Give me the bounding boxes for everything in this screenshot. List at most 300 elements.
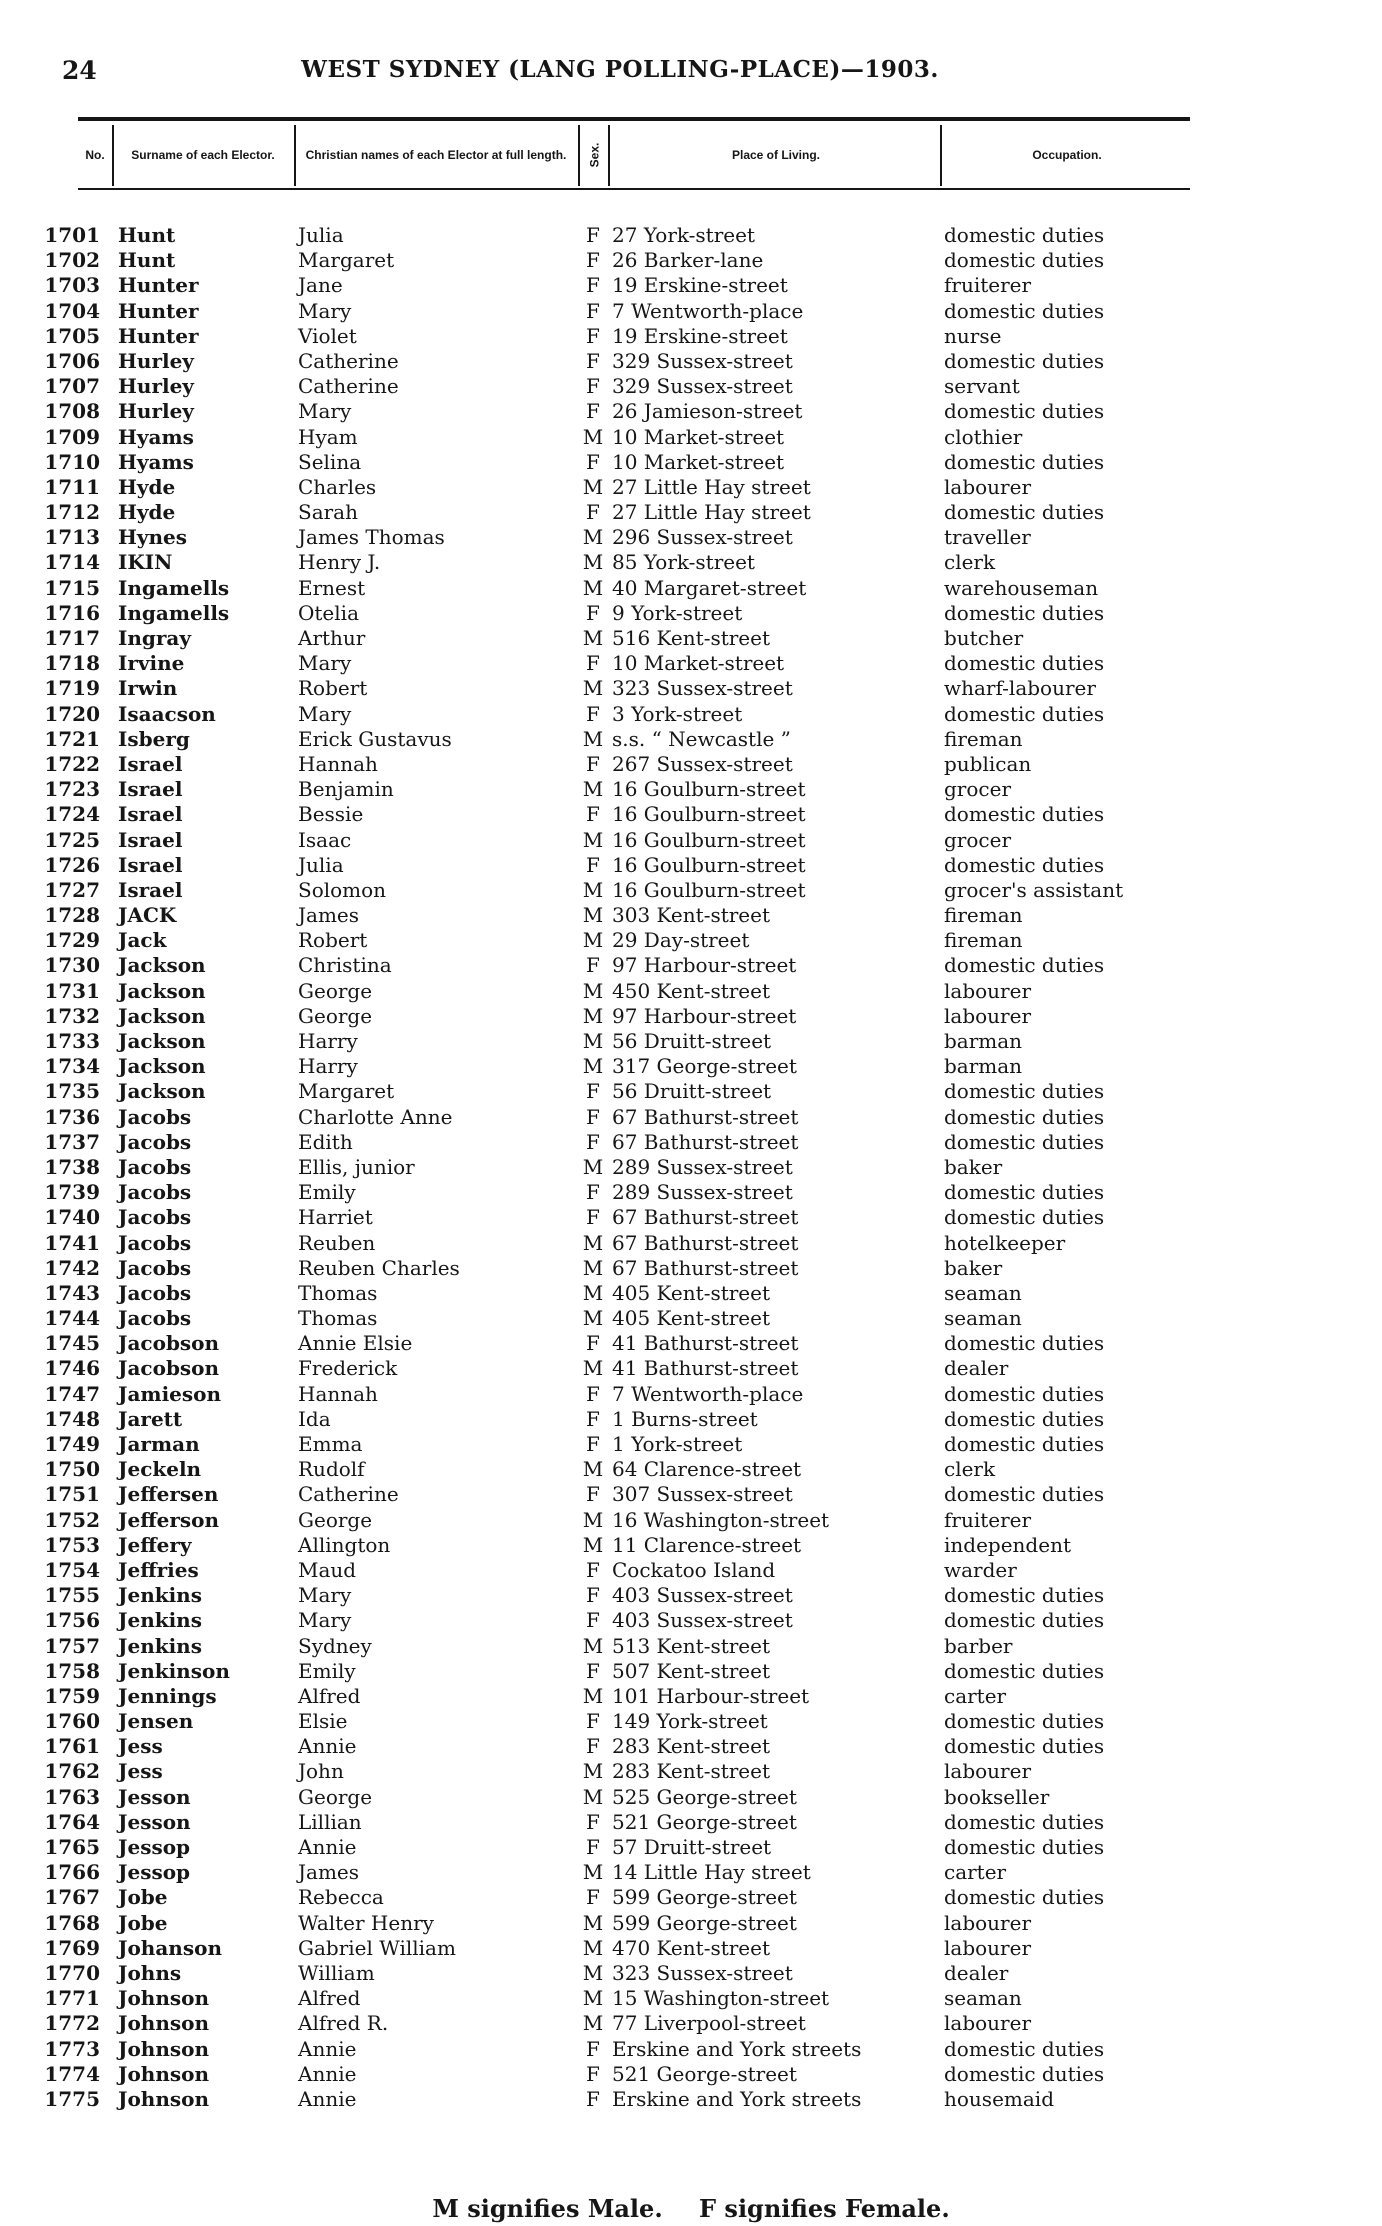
elector-place-of-living: 101 Harbour-street <box>612 1683 810 1708</box>
table-row <box>0 878 1382 903</box>
table-row <box>0 1180 1382 1205</box>
elector-sex: F <box>586 1658 600 1683</box>
table-row <box>0 601 1382 626</box>
elector-christian-names: Annie <box>298 2036 357 2061</box>
elector-number: 1723 <box>44 777 100 802</box>
elector-number: 1740 <box>44 1205 100 1230</box>
elector-surname: Israel <box>118 777 183 802</box>
elector-occupation: domestic duties <box>944 348 1105 373</box>
elector-sex: M <box>582 575 604 600</box>
elector-christian-names: Walter Henry <box>298 1910 434 1935</box>
elector-place-of-living: 16 Washington-street <box>612 1507 830 1532</box>
elector-sex: M <box>582 1054 604 1079</box>
elector-christian-names: William <box>298 1960 375 1985</box>
elector-place-of-living: 403 Sussex-street <box>612 1583 793 1608</box>
elector-sex: M <box>582 525 604 550</box>
elector-surname: Ingamells <box>118 575 230 600</box>
elector-number: 1741 <box>44 1230 100 1255</box>
elector-surname: Hyde <box>118 500 176 525</box>
elector-christian-names: Mary <box>298 701 352 726</box>
elector-sex: F <box>586 1406 600 1431</box>
elector-surname: Jesson <box>118 1809 191 1834</box>
elector-place-of-living: 27 Little Hay street <box>612 474 811 499</box>
elector-place-of-living: 525 George-street <box>612 1784 797 1809</box>
elector-surname: Jobe <box>118 1910 168 1935</box>
elector-place-of-living: 323 Sussex-street <box>612 1960 793 1985</box>
elector-occupation: publican <box>944 751 1032 776</box>
elector-surname: JACK <box>118 903 177 928</box>
elector-occupation: labourer <box>944 1003 1032 1028</box>
elector-place-of-living: 405 Kent-street <box>612 1306 771 1331</box>
elector-surname: IKIN <box>118 550 173 575</box>
table-row <box>0 1659 1382 1684</box>
elector-christian-names: Thomas <box>298 1306 378 1331</box>
elector-christian-names: Sydney <box>298 1633 372 1658</box>
elector-number: 1706 <box>44 348 100 373</box>
table-row <box>0 1054 1382 1079</box>
elector-sex: F <box>586 323 600 348</box>
elector-sex: M <box>582 1860 604 1885</box>
elector-place-of-living: 403 Sussex-street <box>612 1608 793 1633</box>
elector-place-of-living: 16 Goulburn-street <box>612 777 806 802</box>
elector-occupation: labourer <box>944 1910 1032 1935</box>
elector-christian-names: Reuben Charles <box>298 1255 460 1280</box>
elector-surname: Hyams <box>118 424 194 449</box>
elector-place-of-living: 9 York-street <box>612 600 743 625</box>
elector-sex: M <box>582 1154 604 1179</box>
elector-occupation: domestic duties <box>944 1734 1105 1759</box>
elector-number: 1762 <box>44 1759 100 1784</box>
elector-christian-names: Sarah <box>298 500 358 525</box>
column-header-place-of-living: Place of Living. <box>731 147 821 162</box>
elector-occupation: domestic duties <box>944 1381 1105 1406</box>
elector-surname: Hyams <box>118 449 194 474</box>
elector-number: 1763 <box>44 1784 100 1809</box>
table-row <box>0 1331 1382 1356</box>
table-row <box>0 1835 1382 1860</box>
elector-number: 1771 <box>44 1986 100 2011</box>
elector-number: 1774 <box>44 2061 100 2086</box>
elector-occupation: warder <box>944 1557 1017 1582</box>
elector-christian-names: Bessie <box>298 802 364 827</box>
elector-place-of-living: s.s. “ Newcastle ” <box>612 726 791 751</box>
table-row <box>0 1482 1382 1507</box>
table-row <box>0 1432 1382 1457</box>
elector-christian-names: Annie <box>298 2086 357 2111</box>
elector-surname: Jackson <box>118 1079 206 1104</box>
elector-place-of-living: 317 George-street <box>612 1054 797 1079</box>
elector-occupation: hotelkeeper <box>944 1230 1066 1255</box>
page-number: 24 <box>62 56 97 85</box>
elector-christian-names: Emma <box>298 1432 363 1456</box>
table-row <box>0 802 1382 827</box>
elector-sex: F <box>586 751 600 776</box>
elector-occupation: barman <box>944 1054 1023 1079</box>
column-headers <box>0 121 1382 188</box>
elector-sex: F <box>586 449 600 474</box>
elector-surname: Jacobs <box>118 1180 192 1205</box>
elector-sex: M <box>582 1255 604 1280</box>
elector-number: 1746 <box>44 1356 100 1381</box>
column-divider <box>578 125 580 186</box>
elector-place-of-living: 16 Goulburn-street <box>612 852 806 877</box>
elector-occupation: domestic duties <box>944 223 1105 247</box>
elector-christian-names: Annie <box>298 2061 357 2086</box>
elector-place-of-living: 599 George-street <box>612 1910 797 1935</box>
elector-sex: M <box>582 1306 604 1331</box>
elector-place-of-living: 507 Kent-street <box>612 1658 771 1683</box>
table-row <box>0 2062 1382 2087</box>
elector-occupation: bookseller <box>944 1784 1050 1809</box>
elector-place-of-living: Cockatoo Island <box>612 1557 776 1582</box>
elector-number: 1754 <box>44 1557 100 1582</box>
elector-christian-names: Emily <box>298 1658 356 1683</box>
elector-place-of-living: 296 Sussex-street <box>612 525 793 550</box>
elector-christian-names: George <box>298 1507 373 1532</box>
elector-surname: Jacobs <box>118 1205 192 1230</box>
elector-christian-names: Hyam <box>298 424 358 449</box>
elector-christian-names: Annie <box>298 1734 357 1759</box>
elector-sex: M <box>582 474 604 499</box>
elector-surname: Hunter <box>118 273 199 298</box>
elector-number: 1744 <box>44 1306 100 1331</box>
elector-number: 1768 <box>44 1910 100 1935</box>
elector-occupation: dealer <box>944 1356 1009 1381</box>
elector-occupation: warehouseman <box>944 575 1099 600</box>
elector-surname: Israel <box>118 827 183 852</box>
elector-sex: F <box>586 500 600 525</box>
table-row <box>0 1205 1382 1230</box>
elector-sex: M <box>582 676 604 701</box>
elector-christian-names: Hannah <box>298 1381 378 1406</box>
table-row <box>0 1457 1382 1482</box>
elector-occupation: domestic duties <box>944 651 1105 676</box>
elector-number: 1732 <box>44 1003 100 1028</box>
elector-place-of-living: 289 Sussex-street <box>612 1154 793 1179</box>
elector-occupation: domestic duties <box>944 1658 1105 1683</box>
elector-sex: M <box>582 1633 604 1658</box>
elector-christian-names: Julia <box>298 223 344 247</box>
elector-place-of-living: 19 Erskine-street <box>612 323 788 348</box>
elector-sex: M <box>582 1910 604 1935</box>
elector-place-of-living: 513 Kent-street <box>612 1633 771 1658</box>
elector-place-of-living: 16 Goulburn-street <box>612 827 806 852</box>
elector-surname: Jeffersen <box>118 1482 219 1507</box>
elector-number: 1701 <box>44 223 100 247</box>
elector-surname: Ingamells <box>118 600 230 625</box>
elector-occupation: barman <box>944 1029 1023 1053</box>
table-row <box>0 399 1382 424</box>
elector-sex: M <box>582 1003 604 1028</box>
table-row <box>0 953 1382 978</box>
table-row <box>0 1860 1382 1885</box>
elector-surname: Jarett <box>118 1406 183 1431</box>
elector-place-of-living: 16 Goulburn-street <box>612 877 806 902</box>
elector-surname: Jess <box>118 1759 163 1784</box>
elector-occupation: dealer <box>944 1960 1009 1985</box>
elector-surname: Jessop <box>118 1860 191 1885</box>
elector-place-of-living: 289 Sussex-street <box>612 1180 793 1205</box>
elector-occupation: domestic duties <box>944 2036 1105 2061</box>
elector-sex: M <box>582 877 604 902</box>
elector-surname: Hurley <box>118 399 194 424</box>
table-row <box>0 1231 1382 1256</box>
elector-sex: F <box>586 1709 600 1734</box>
elector-christian-names: Julia <box>298 852 344 877</box>
table-row <box>0 374 1382 399</box>
elector-occupation: domestic duties <box>944 1205 1105 1230</box>
elector-place-of-living: 26 Jamieson-street <box>612 399 803 424</box>
elector-place-of-living: 283 Kent-street <box>612 1759 771 1784</box>
elector-surname: Jacobs <box>118 1255 192 1280</box>
elector-occupation: domestic duties <box>944 1331 1105 1356</box>
table-row <box>0 1306 1382 1331</box>
elector-sex: F <box>586 248 600 273</box>
elector-surname: Isaacson <box>118 701 216 726</box>
elector-place-of-living: 27 Little Hay street <box>612 500 811 525</box>
elector-place-of-living: 10 Market-street <box>612 424 785 449</box>
elector-place-of-living: 15 Washington-street <box>612 1986 830 2011</box>
elector-christian-names: Margaret <box>298 248 395 273</box>
table-row <box>0 676 1382 701</box>
elector-sex: F <box>586 1129 600 1154</box>
elector-sex: M <box>582 550 604 575</box>
elector-christian-names: Charles <box>298 474 377 499</box>
elector-occupation: carter <box>944 1683 1007 1708</box>
elector-sex: M <box>582 1960 604 1985</box>
elector-surname: Hunter <box>118 323 199 348</box>
elector-place-of-living: 7 Wentworth-place <box>612 1381 804 1406</box>
elector-surname: Jessop <box>118 1835 191 1859</box>
table-row <box>0 903 1382 928</box>
elector-sex: F <box>586 651 600 676</box>
elector-number: 1715 <box>44 575 100 600</box>
elector-place-of-living: 56 Druitt-street <box>612 1029 772 1053</box>
elector-sex: F <box>586 298 600 323</box>
elector-surname: Jesson <box>118 1784 191 1809</box>
elector-christian-names: Annie <box>298 1835 357 1859</box>
elector-occupation: traveller <box>944 525 1031 550</box>
elector-occupation: domestic duties <box>944 802 1105 827</box>
elector-sex: F <box>586 273 600 298</box>
elector-place-of-living: 329 Sussex-street <box>612 348 793 373</box>
table-row <box>0 1634 1382 1659</box>
elector-christian-names: James <box>298 1860 360 1885</box>
elector-surname: Jobe <box>118 1885 168 1910</box>
elector-sex: M <box>582 1784 604 1809</box>
elector-occupation: fireman <box>944 726 1023 751</box>
elector-number: 1705 <box>44 323 100 348</box>
elector-occupation: domestic duties <box>944 852 1105 877</box>
elector-sex: F <box>586 1809 600 1834</box>
elector-place-of-living: Erskine and York streets <box>612 2036 862 2061</box>
elector-surname: Johanson <box>118 1935 222 1960</box>
elector-place-of-living: 323 Sussex-street <box>612 676 793 701</box>
elector-christian-names: Isaac <box>298 827 352 852</box>
elector-sex: M <box>582 777 604 802</box>
table-row <box>0 853 1382 878</box>
table-row <box>0 979 1382 1004</box>
elector-occupation: domestic duties <box>944 298 1105 323</box>
elector-christian-names: Hannah <box>298 751 378 776</box>
elector-place-of-living: 516 Kent-street <box>612 626 771 650</box>
elector-surname: Jenkins <box>118 1608 202 1633</box>
elector-occupation: domestic duties <box>944 1835 1105 1859</box>
elector-sex: M <box>582 626 604 650</box>
elector-surname: Jacobson <box>118 1331 220 1356</box>
elector-number: 1733 <box>44 1029 100 1053</box>
elector-number: 1739 <box>44 1180 100 1205</box>
elector-sex: F <box>586 1583 600 1608</box>
elector-number: 1735 <box>44 1079 100 1104</box>
elector-number: 1753 <box>44 1532 100 1557</box>
elector-sex: M <box>582 1280 604 1305</box>
elector-occupation: labourer <box>944 1935 1032 1960</box>
elector-place-of-living: 307 Sussex-street <box>612 1482 793 1507</box>
elector-christian-names: Violet <box>298 323 357 348</box>
column-divider <box>940 125 942 186</box>
elector-occupation: domestic duties <box>944 1809 1105 1834</box>
column-header-rule <box>78 188 1190 190</box>
elector-surname: Jeckeln <box>118 1457 202 1482</box>
elector-occupation: labourer <box>944 1759 1032 1784</box>
elector-christian-names: Frederick <box>298 1356 398 1381</box>
elector-number: 1757 <box>44 1633 100 1658</box>
elector-surname: Johnson <box>118 2036 210 2061</box>
elector-christian-names: Benjamin <box>298 777 394 802</box>
elector-occupation: independent <box>944 1532 1071 1557</box>
elector-sex: F <box>586 1079 600 1104</box>
elector-surname: Jack <box>118 928 167 953</box>
elector-place-of-living: 77 Liverpool-street <box>612 2011 806 2036</box>
elector-number: 1703 <box>44 273 100 298</box>
elector-christian-names: Charlotte Anne <box>298 1104 453 1129</box>
elector-number: 1745 <box>44 1331 100 1356</box>
table-row <box>0 550 1382 575</box>
elector-sex: M <box>582 1457 604 1482</box>
elector-christian-names: James <box>298 903 360 928</box>
elector-number: 1716 <box>44 600 100 625</box>
elector-number: 1742 <box>44 1255 100 1280</box>
elector-place-of-living: 450 Kent-street <box>612 978 771 1003</box>
elector-occupation: domestic duties <box>944 953 1105 978</box>
elector-sex: M <box>582 726 604 751</box>
elector-surname: Israel <box>118 802 183 827</box>
elector-occupation: clerk <box>944 1457 996 1482</box>
table-row <box>0 1508 1382 1533</box>
elector-occupation: wharf-labourer <box>944 676 1096 701</box>
elector-occupation: domestic duties <box>944 1583 1105 1608</box>
elector-place-of-living: 27 York-street <box>612 223 755 247</box>
elector-place-of-living: 10 Market-street <box>612 651 785 676</box>
column-divider <box>608 125 610 186</box>
elector-christian-names: Erick Gustavus <box>298 726 452 751</box>
elector-place-of-living: 19 Erskine-street <box>612 273 788 298</box>
table-row <box>0 1684 1382 1709</box>
table-row <box>0 1382 1382 1407</box>
elector-sex: F <box>586 2061 600 2086</box>
elector-christian-names: George <box>298 978 373 1003</box>
page-title: WEST SYDNEY (LANG POLLING-PLACE)—1903. <box>301 56 939 83</box>
elector-number: 1704 <box>44 298 100 323</box>
elector-place-of-living: 26 Barker-lane <box>612 248 764 273</box>
elector-surname: Hunt <box>118 248 176 273</box>
table-row <box>0 1986 1382 2011</box>
elector-surname: Israel <box>118 852 183 877</box>
elector-number: 1734 <box>44 1054 100 1079</box>
elector-christian-names: Catherine <box>298 348 399 373</box>
elector-sex: F <box>586 1835 600 1859</box>
elector-christian-names: Reuben <box>298 1230 376 1255</box>
table-row <box>0 1583 1382 1608</box>
elector-christian-names: Ernest <box>298 575 366 600</box>
table-row <box>0 752 1382 777</box>
elector-occupation: domestic duties <box>944 1608 1105 1633</box>
elector-number: 1758 <box>44 1658 100 1683</box>
elector-christian-names: Alfred <box>298 1683 361 1708</box>
table-row <box>0 702 1382 727</box>
table-row <box>0 1936 1382 1961</box>
elector-place-of-living: 41 Bathurst-street <box>612 1356 799 1381</box>
elector-surname: Jess <box>118 1734 163 1759</box>
elector-list <box>0 223 1382 2112</box>
elector-occupation: barber <box>944 1633 1013 1658</box>
elector-sex: F <box>586 1482 600 1507</box>
elector-sex: F <box>586 953 600 978</box>
table-row <box>0 1356 1382 1381</box>
elector-occupation: seaman <box>944 1986 1022 2011</box>
table-row <box>0 651 1382 676</box>
elector-occupation: domestic duties <box>944 1432 1105 1456</box>
elector-number: 1765 <box>44 1835 100 1859</box>
elector-surname: Jackson <box>118 1029 206 1053</box>
elector-number: 1711 <box>44 474 100 499</box>
elector-occupation: labourer <box>944 474 1032 499</box>
elector-number: 1724 <box>44 802 100 827</box>
elector-occupation: domestic duties <box>944 1406 1105 1431</box>
elector-place-of-living: 97 Harbour-street <box>612 1003 797 1028</box>
elector-number: 1751 <box>44 1482 100 1507</box>
elector-occupation: clothier <box>944 424 1023 449</box>
elector-number: 1743 <box>44 1280 100 1305</box>
elector-surname: Jackson <box>118 1054 206 1079</box>
table-row <box>0 777 1382 802</box>
elector-sex: M <box>582 1507 604 1532</box>
elector-number: 1748 <box>44 1406 100 1431</box>
table-row <box>0 1734 1382 1759</box>
elector-number: 1749 <box>44 1432 100 1456</box>
elector-christian-names: Margaret <box>298 1079 395 1104</box>
elector-sex: M <box>582 1986 604 2011</box>
elector-christian-names: Allington <box>298 1532 391 1557</box>
elector-number: 1770 <box>44 1960 100 1985</box>
elector-surname: Jacobs <box>118 1129 192 1154</box>
elector-surname: Hyde <box>118 474 176 499</box>
elector-surname: Irvine <box>118 651 185 676</box>
elector-sex: M <box>582 1683 604 1708</box>
elector-place-of-living: 405 Kent-street <box>612 1280 771 1305</box>
elector-place-of-living: 85 York-street <box>612 550 755 575</box>
elector-christian-names: Elsie <box>298 1709 348 1734</box>
elector-number: 1707 <box>44 374 100 399</box>
elector-christian-names: Mary <box>298 399 352 424</box>
elector-christian-names: Mary <box>298 651 352 676</box>
elector-sex: F <box>586 1432 600 1456</box>
elector-christian-names: Annie Elsie <box>298 1331 413 1356</box>
elector-number: 1747 <box>44 1381 100 1406</box>
elector-surname: Jackson <box>118 978 206 1003</box>
table-row <box>0 425 1382 450</box>
